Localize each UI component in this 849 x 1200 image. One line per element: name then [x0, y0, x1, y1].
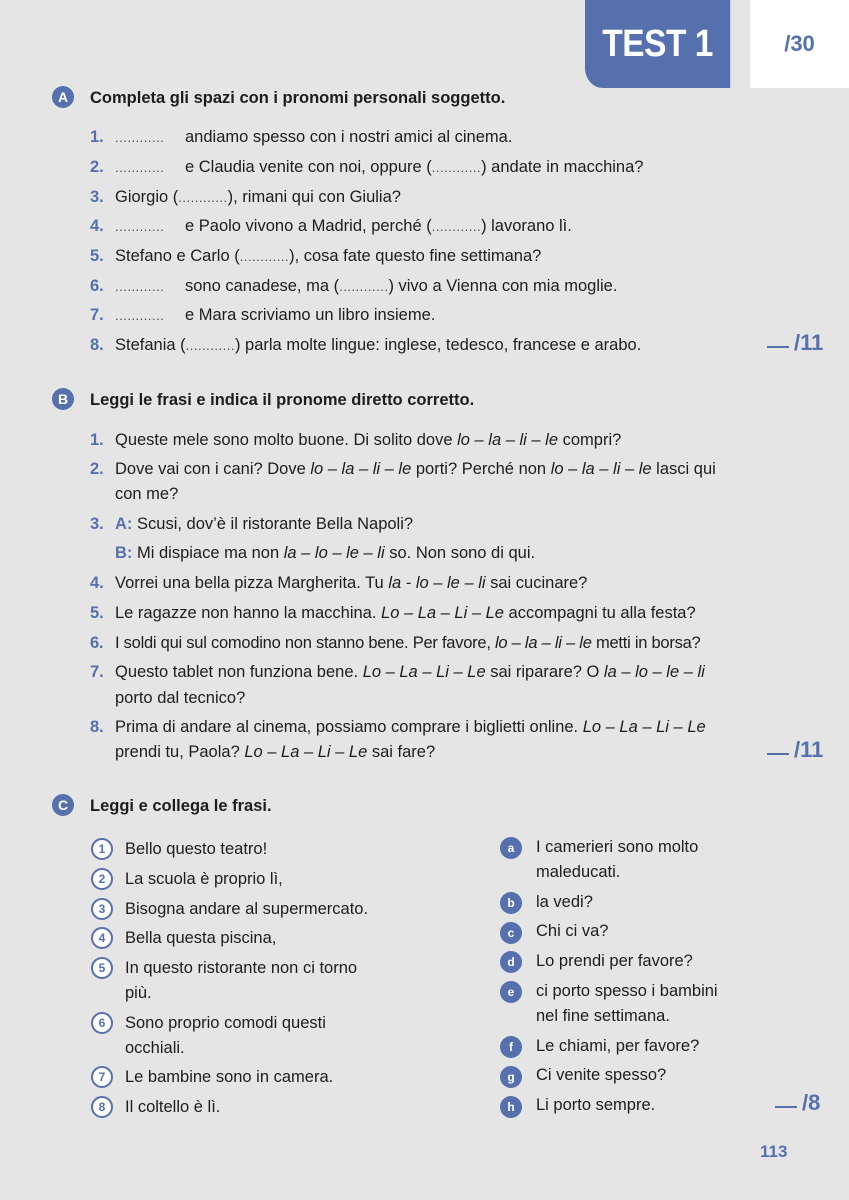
- section-c-instruction: Leggi e collega le frasi.: [90, 797, 272, 815]
- pronoun-options[interactable]: lo – la – li – le: [550, 460, 652, 478]
- match-left-item: Il coltello è lì.: [125, 1098, 221, 1116]
- pronoun-options[interactable]: Lo – La – Li – Le: [381, 604, 504, 622]
- match-right-item: Le chiami, per favore?: [536, 1037, 700, 1055]
- match-right-item: I camerieri sono molto: [536, 838, 699, 856]
- pronoun-options[interactable]: la – lo – le – li: [603, 663, 705, 681]
- blank[interactable]: ............: [115, 279, 165, 294]
- blank[interactable]: ............: [115, 219, 165, 234]
- b-item-3b: B: Mi dispiace ma non la – lo – le – li so. Non sono di qui.: [115, 544, 536, 562]
- pronoun-options[interactable]: la – lo – le – li: [283, 544, 385, 562]
- test-title: TEST 1: [585, 0, 730, 88]
- total-score: /30: [750, 0, 849, 88]
- match-left-number[interactable]: 8: [91, 1096, 113, 1118]
- page-number: 113: [760, 1142, 788, 1161]
- blank[interactable]: ............: [115, 160, 165, 175]
- pronoun-options[interactable]: lo – la – li – le: [310, 460, 412, 478]
- match-left-item: In questo ristorante non ci torno: [125, 959, 358, 977]
- a-item-2: 2. ............ e Claudia venite con noi, oppure (............) andate in macchina?: [90, 158, 644, 176]
- match-left-number[interactable]: 2: [91, 868, 113, 890]
- match-right-item: Li porto sempre.: [536, 1096, 656, 1114]
- match-left-item: Bisogna andare al supermercato.: [125, 900, 369, 918]
- match-left-item: La scuola è proprio lì,: [125, 870, 283, 888]
- match-right-item: Ci venite spesso?: [536, 1066, 667, 1084]
- pronoun-options[interactable]: Lo – La – Li – Le: [244, 743, 368, 761]
- section-c-score: /8: [775, 1090, 820, 1116]
- section-b-score: /11: [767, 737, 823, 763]
- match-right-letter[interactable]: e: [500, 981, 522, 1003]
- section-c-badge: C: [52, 794, 74, 816]
- pronoun-options[interactable]: Lo – La – Li – Le: [582, 718, 706, 736]
- blank[interactable]: ............: [185, 338, 235, 353]
- b-item-4: 4. Vorrei una bella pizza Margherita. Tu la - lo – le – li sai cucinare?: [90, 574, 588, 592]
- match-left-item: Le bambine sono in camera.: [125, 1068, 334, 1086]
- pronoun-options[interactable]: lo – la – li – le: [495, 634, 592, 652]
- match-right-item-cont: nel fine settimana.: [536, 1007, 670, 1025]
- match-right-item: Lo prendi per favore?: [536, 952, 693, 970]
- b-item-7-cont: porto dal tecnico?: [115, 689, 246, 707]
- match-right-item: Chi ci va?: [536, 922, 609, 940]
- section-b-badge: B: [52, 388, 74, 410]
- match-left-number[interactable]: 6: [91, 1012, 113, 1034]
- section-b-instruction: Leggi le frasi e indica il pronome diretto corretto.: [90, 391, 475, 409]
- match-left-number[interactable]: 1: [91, 838, 113, 860]
- match-left-item-cont: occhiali.: [125, 1039, 185, 1057]
- b-item-2: 2. Dove vai con i cani? Dove lo – la – li – le porti? Perché non lo – la – li – le lasci qui: [90, 460, 716, 478]
- match-left-number[interactable]: 5: [91, 957, 113, 979]
- pronoun-options[interactable]: Lo – La – Li – Le: [362, 663, 486, 681]
- b-item-8: 8. Prima di andare al cinema, possiamo comprare i biglietti online. Lo – La – Li – Le: [90, 718, 706, 736]
- section-a-score: /11: [767, 330, 823, 356]
- section-a-badge: A: [52, 86, 74, 108]
- match-left-number[interactable]: 3: [91, 898, 113, 920]
- match-right-letter[interactable]: a: [500, 837, 522, 859]
- b-item-8-cont: prendi tu, Paola? Lo – La – Li – Le sai fare?: [115, 743, 436, 761]
- match-right-item: la vedi?: [536, 893, 593, 911]
- blank[interactable]: ............: [431, 160, 482, 175]
- match-left-item: Sono proprio comodi questi: [125, 1014, 326, 1032]
- a-item-6: 6. ............ sono canadese, ma (............) vivo a Vienna con mia moglie.: [90, 277, 618, 295]
- match-left-item: Bella questa piscina,: [125, 929, 277, 947]
- match-right-item: ci porto spesso i bambini: [536, 982, 718, 1000]
- b-item-6: 6. I soldi qui sul comodino non stanno bene. Per favore, lo – la – li – le metti in borsa?: [90, 634, 701, 652]
- match-right-item-cont: maleducati.: [536, 863, 621, 881]
- a-item-8: 8. Stefania (............) parla molte lingue: inglese, tedesco, francese e arabo.: [90, 336, 642, 354]
- section-a-instruction: Completa gli spazi con i pronomi personali soggetto.: [90, 89, 506, 107]
- blank[interactable]: ............: [431, 219, 482, 234]
- a-item-7: 7. ............ e Mara scriviamo un libro insieme.: [90, 306, 436, 324]
- match-right-letter[interactable]: g: [500, 1066, 522, 1088]
- b-item-3a: 3. A: Scusi, dov’è il ristorante Bella Napoli?: [90, 515, 414, 533]
- match-right-letter[interactable]: c: [500, 922, 522, 944]
- b-item-2-cont: con me?: [115, 485, 179, 503]
- blank[interactable]: ............: [115, 130, 165, 145]
- match-right-letter[interactable]: h: [500, 1096, 522, 1118]
- match-left-number[interactable]: 7: [91, 1066, 113, 1088]
- match-left-item: Bello questo teatro!: [125, 840, 268, 858]
- a-item-4: 4. ............ e Paolo vivono a Madrid, perché (............) lavorano lì.: [90, 217, 572, 235]
- b-item-7: 7. Questo tablet non funziona bene. Lo – La – Li – Le sai riparare? O la – lo – le – li: [90, 663, 705, 681]
- a-item-3: 3. Giorgio (............), rimani qui con Giulia?: [90, 188, 401, 206]
- match-left-item-cont: più.: [125, 984, 152, 1002]
- blank[interactable]: ............: [239, 249, 290, 264]
- match-right-letter[interactable]: f: [500, 1036, 522, 1058]
- match-left-number[interactable]: 4: [91, 927, 113, 949]
- blank[interactable]: ............: [339, 279, 389, 294]
- b-item-5: 5. Le ragazze non hanno la macchina. Lo – La – Li – Le accompagni tu alla festa?: [90, 604, 696, 622]
- a-item-5: 5. Stefano e Carlo (............), cosa fate questo fine settimana?: [90, 247, 542, 265]
- blank[interactable]: ............: [178, 190, 228, 205]
- match-right-letter[interactable]: b: [500, 892, 522, 914]
- pronoun-options[interactable]: la - lo – le – li: [388, 574, 486, 592]
- b-item-1: 1. Queste mele sono molto buone. Di solito dove lo – la – li – le compri?: [90, 431, 622, 449]
- match-right-letter[interactable]: d: [500, 951, 522, 973]
- pronoun-options[interactable]: lo – la – li – le: [457, 431, 559, 449]
- a-item-1: 1. ............ andiamo spesso con i nostri amici al cinema.: [90, 128, 513, 146]
- blank[interactable]: ............: [115, 308, 165, 323]
